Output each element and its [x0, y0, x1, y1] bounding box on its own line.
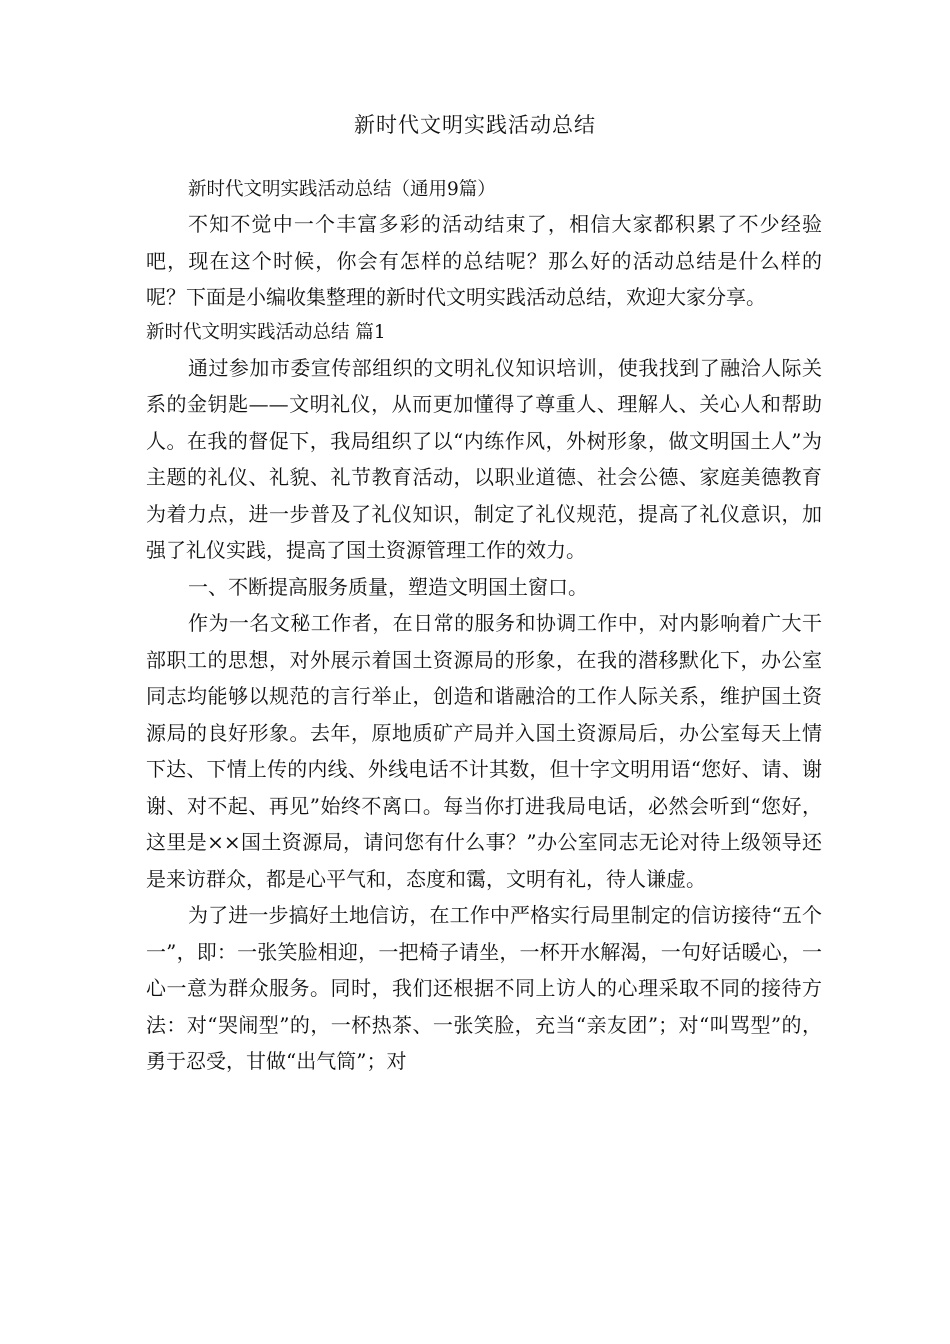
- body-paragraph: 通过参加市委宣传部组织的文明礼仪知识培训，使我找到了融洽人际关系的金钥匙——文明礼仪，从而更加懂得了尊重人、理解人、关心人和帮助人。在我的督促下，我局组织了以“内练作风，外树形象，做文明国土人”为主题的礼仪、礼貌、礼节教育活动，以职业道德、社会公德、家庭美德教育为着力点，进一步普及了礼仪知识，制定了礼仪规范，提高了礼仪意识，加强了礼仪实践，提高了国土资源管理工作的效力。: [146, 355, 822, 562]
- body-paragraph: 作为一名文秘工作者，在日常的服务和协调工作中，对内影响着广大干部职工的思想，对外展示着国土资源局的形象，在我的潜移默化下，办公室同志均能够以规范的言行举止，创造和谐融洽的工作人际关系，维护国土资源局的良好形象。去年，原地质矿产局并入国土资源局后，办公室每天上情下达、下情上传的内线、外线电话不计其数，但十字文明用语“您好、请、谢谢、对不起、再见”始终不离口。每当你打进我局电话，必然会听到“您好，这里是××国土资源局，请问您有什么事？”办公室同志无论对待上级领导还是来访群众，都是心平气和，态度和霭，文明有礼，待人谦虚。: [146, 611, 822, 891]
- intro-paragraph: 不知不觉中一个丰富多彩的活动结束了，相信大家都积累了不少经验吧，现在这个时候，你会有怎样的总结呢？那么好的活动总结是什么样的呢？下面是小编收集整理的新时代文明实践活动总结，欢迎大家分享。: [146, 212, 822, 309]
- section-heading: 新时代文明实践活动总结 篇1: [146, 321, 386, 343]
- body-paragraph: 一、不断提高服务质量，塑造文明国土窗口。: [188, 574, 588, 599]
- document-title: 新时代文明实践活动总结: [354, 113, 596, 137]
- document-body: [146, 174, 822, 1080]
- body-paragraph: 为了进一步搞好土地信访，在工作中严格实行局里制定的信访接待“五个一”，即：一张笑脸相迎，一把椅子请坐，一杯开水解渴，一句好话暖心，一心一意为群众服务。同时，我们还根据不同上访人的心理采取不同的接待方法：对“哭闹型”的，一杯热茶、一张笑脸，充当“亲友团”；对“叫骂型”的，勇于忍受，甘做“出气筒”；对: [146, 903, 822, 1073]
- document-subtitle: 新时代文明实践活动总结（通用9篇）: [188, 179, 496, 200]
